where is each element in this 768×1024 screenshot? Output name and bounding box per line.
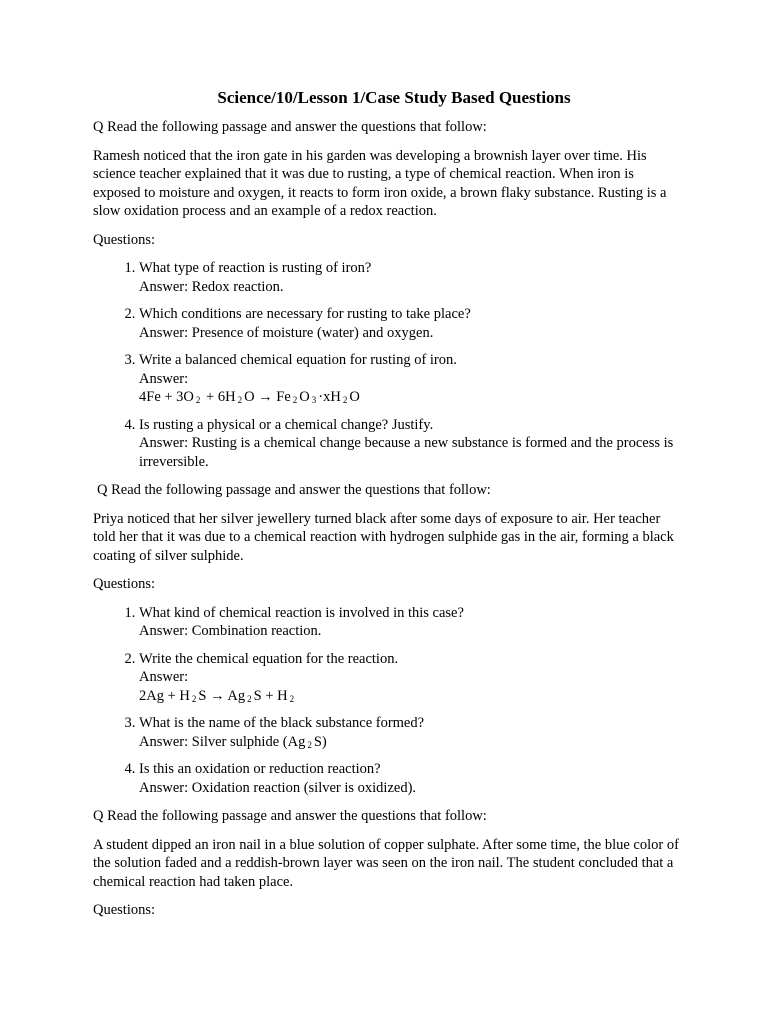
case3-intro: Q Read the following passage and answer the questions that follow: bbox=[93, 808, 487, 824]
case2-intro: Q Read the following passage and answer the questions that follow: bbox=[97, 482, 491, 498]
answer-text: Answer: Oxidation reaction (silver is oxidized). bbox=[139, 779, 417, 796]
answer-text: Answer: Redox reaction. bbox=[139, 278, 284, 295]
case2-question-item bbox=[139, 714, 683, 751]
case1-question-item bbox=[139, 416, 683, 472]
case2-question-list bbox=[93, 604, 683, 798]
case2-passage: Priya noticed that her silver jewellery turned black after some days of exposure to air. Her teacher told her that it was due to a chemical reaction with hydrogen sulphide gas in the air, forming a black coating of silver sulphide. bbox=[93, 510, 674, 564]
answer-text: Answer: Presence of moisture (water) and oxygen. bbox=[139, 324, 434, 341]
case3-questions-label: Questions: bbox=[93, 902, 156, 918]
answer-text: Answer: bbox=[139, 669, 189, 685]
case1-question-item bbox=[139, 259, 683, 296]
question-text: 3. Write a balanced chemical equation for rusting of iron. bbox=[139, 352, 457, 368]
case1-passage: Ramesh noticed that the iron gate in his garden was developing a brownish layer over time. His science teacher explained that it was due to rusting, a type of chemical reaction. When iron is exposed to moisture and oxygen, it reacts to form iron oxide, a brown flaky substance. Rusting is a slow oxidation process and an example of a redox reaction. bbox=[93, 147, 667, 219]
case1-question-item bbox=[139, 351, 683, 407]
question-text: 4. Is this an oxidation or reduction reaction? bbox=[139, 761, 381, 777]
case1-question-list bbox=[93, 259, 683, 471]
page-title: Science/10/Lesson 1/Case Study Based Questions bbox=[217, 88, 571, 107]
answer-text: Answer: Silver sulphide (Ag $_2$ S) bbox=[139, 733, 327, 750]
question-text: 1. What kind of chemical reaction is involved in this case? bbox=[139, 604, 464, 621]
chemical-equation: 2Ag + H $_2$ S → Ag $_2$ S + H $_2$ bbox=[139, 687, 295, 704]
case2-questions-label: Questions: bbox=[93, 576, 156, 592]
answer-text: Answer: Rusting is a chemical change because a new substance is formed and the process is irreversible. bbox=[139, 435, 674, 470]
question-text: 4. Is rusting a physical or a chemical change? Justify. bbox=[139, 416, 434, 433]
case1-questions-label: Questions: bbox=[93, 231, 156, 248]
question-text: 3. What is the name of the black substance formed? bbox=[139, 715, 425, 731]
case3-passage: A student dipped an iron nail in a blue solution of copper sulphate. After some time, the blue color of the solution faded and a reddish-brown layer was seen on the iron nail. The student concluded that a chemical reaction had taken place. bbox=[93, 836, 679, 890]
case2-question-item bbox=[139, 604, 683, 641]
question-text: 1. What type of reaction is rusting of iron? bbox=[139, 260, 372, 276]
chemical-equation: 4Fe + 3O $_2$ + 6H $_2$ O → Fe $_2$ O $_3$ ·xH $_2$ O bbox=[139, 389, 360, 405]
question-text: 2. Write the chemical equation for the reaction. bbox=[139, 650, 399, 667]
document-page bbox=[93, 86, 683, 930]
case1-intro: Q Read the following passage and answer the questions that follow: bbox=[93, 119, 487, 135]
answer-text: Answer: Combination reaction. bbox=[139, 623, 322, 639]
case1-question-item bbox=[139, 305, 683, 342]
case2-question-item bbox=[139, 760, 683, 797]
case2-question-item bbox=[139, 650, 683, 706]
answer-text: Answer: bbox=[139, 370, 189, 387]
question-text: 2. Which conditions are necessary for rusting to take place? bbox=[139, 306, 471, 322]
